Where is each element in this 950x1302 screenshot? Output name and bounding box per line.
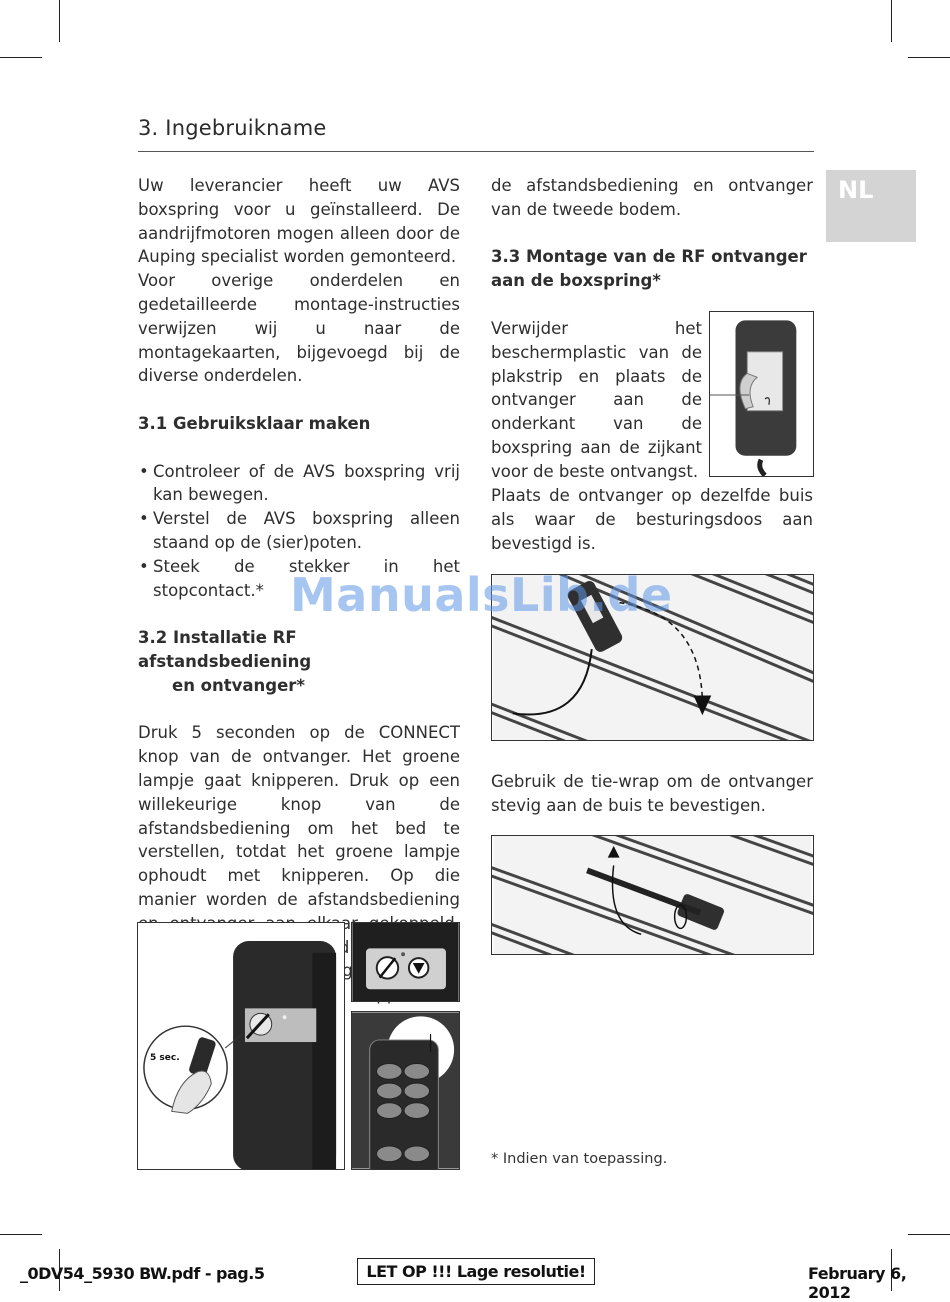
heading-3-3-line-1: 3.3 Montage van de RF ontvanger bbox=[491, 247, 807, 267]
tiewrap-paragraph: Gebruik de tie-wrap om de ontvanger stevig aan de buis te bevestigen. bbox=[491, 772, 813, 815]
remote-keypad-illustration bbox=[352, 1012, 459, 1169]
heading-3-1: 3.1 Gebruiksklaar maken bbox=[138, 413, 371, 433]
crop-mark bbox=[908, 57, 950, 58]
crop-mark bbox=[0, 1234, 42, 1235]
connect-button-illustration bbox=[352, 923, 459, 1001]
mount-paragraph: Verwijder het beschermplastic van de plakstrip en plaats de ontvanger aan de onderkant van de boxspring aan de zijkant voor de beste ontvangst. bbox=[491, 319, 702, 481]
footer-notice: LET OP !!! Lage resolutie! bbox=[357, 1258, 595, 1285]
intro-paragraph-1: Uw leverancier heeft uw AVS boxspring voor u geïnstalleerd. De aandrijfmotoren mogen alleen door de Auping specialist worden gemonteerd. bbox=[138, 176, 460, 267]
place-text-block bbox=[491, 484, 813, 555]
crop-mark bbox=[59, 0, 60, 42]
continuation-paragraph: de afstandsbediening en ontvanger van de tweede bodem. bbox=[491, 176, 813, 219]
crop-mark bbox=[908, 1234, 950, 1235]
remote-hand-illustration bbox=[138, 923, 344, 1169]
intro-paragraph-2: Voor overige onderdelen en gedetailleerde montage-instructies verwijzen wij u naar de montagekaarten, bijgevoegd bij de diverse onderdelen. bbox=[138, 271, 460, 386]
tiewrap-figure bbox=[491, 835, 814, 955]
five-seconds-label: 5 sec. bbox=[150, 1053, 180, 1063]
remote-keypad-figure bbox=[351, 1011, 460, 1170]
heading-3-2-line-1: 3.2 Installatie RF afstandsbediening bbox=[138, 628, 312, 671]
heading-3-2 bbox=[138, 626, 460, 697]
heading-3-3-line-2: aan de boxspring* bbox=[491, 271, 661, 291]
language-tab: NL bbox=[826, 170, 916, 242]
list-item: • Controleer of de AVS boxspring vrij kan bewegen. bbox=[138, 460, 460, 508]
tiewrap-illustration bbox=[492, 836, 813, 954]
connect-button-figure bbox=[351, 922, 460, 1002]
footnote: * Indien van toepassing. bbox=[491, 1151, 668, 1167]
title-divider bbox=[138, 151, 814, 152]
footer-date: February 6, 2012 bbox=[808, 1264, 907, 1302]
remote-connect-figure bbox=[137, 922, 345, 1170]
list-item: • Verstel de AVS boxspring alleen staand op de (sier)poten. bbox=[138, 507, 460, 555]
place-paragraph: Plaats de ontvanger op dezelfde buis als waar de besturingsdoos aan bevestigd is. bbox=[491, 486, 813, 553]
heading-3-2-line-2: en ontvanger* bbox=[172, 675, 306, 695]
right-column-top bbox=[491, 174, 813, 293]
crop-mark bbox=[891, 0, 892, 42]
heading-3-3 bbox=[491, 245, 813, 293]
crop-mark bbox=[0, 57, 42, 58]
watermark: ManualsLib.de bbox=[290, 568, 673, 622]
receiver-figure bbox=[709, 311, 814, 477]
page-title: 3. Ingebruikname bbox=[138, 116, 327, 140]
footer-file-name: _0DV54_5930 BW.pdf - pag.5 bbox=[20, 1264, 265, 1283]
receiver-illustration bbox=[710, 312, 813, 476]
mount-text-block bbox=[491, 317, 702, 484]
list-item: • Steek de stekker in het stopcontact.* bbox=[138, 555, 460, 603]
paragraph-3-2: Druk 5 seconden op de CONNECT knop van de ontvanger. Het groene lampje gaat knipperen. Druk op een willekeurige knop van de afstandsbediening om het bed te verstellen, totdat het groene lampje ophoudt met knipperen. Op die manier worden de afstandsbediening bbox=[138, 723, 460, 909]
tiewrap-text-block bbox=[491, 770, 813, 818]
